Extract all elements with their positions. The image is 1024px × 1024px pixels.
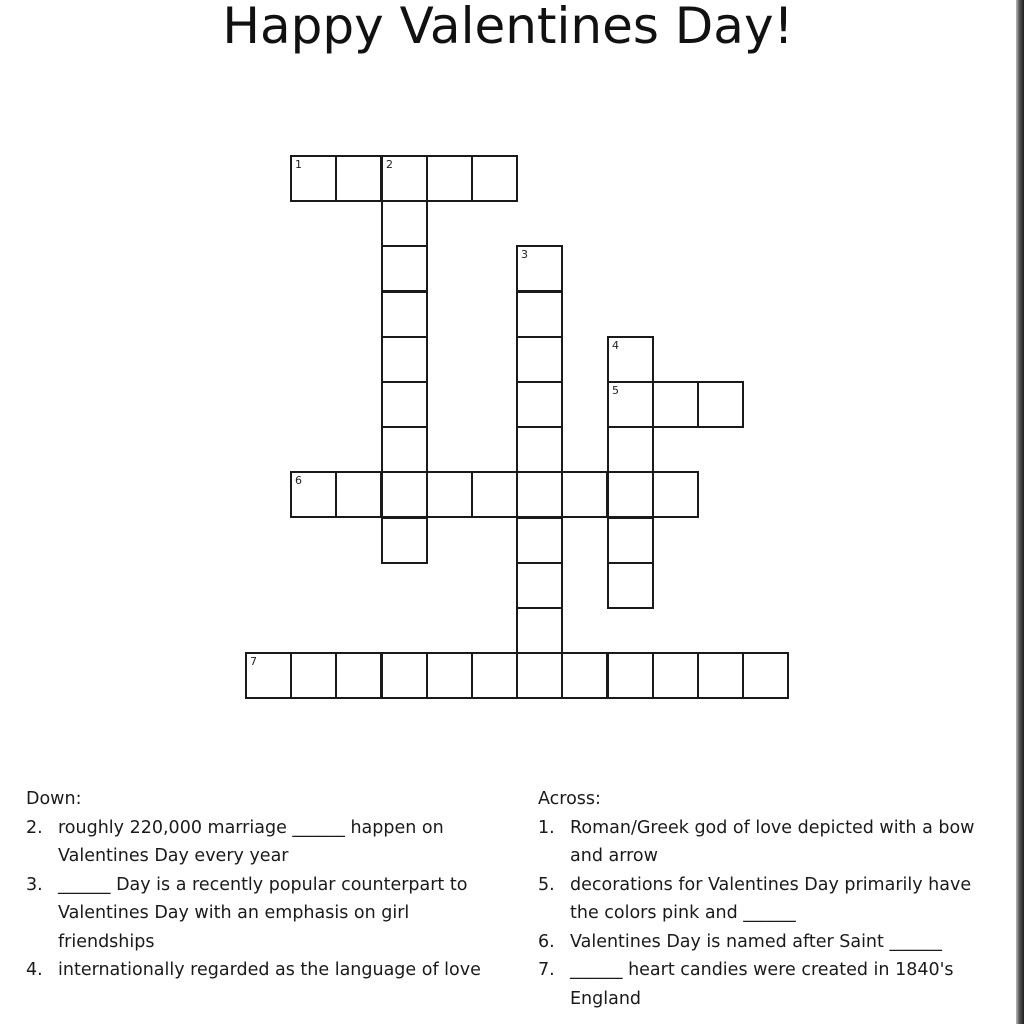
crossword-cell[interactable] bbox=[290, 471, 337, 518]
crossword-cell[interactable] bbox=[381, 471, 428, 518]
page-title: Happy Valentines Day! bbox=[222, 0, 794, 55]
across-clue bbox=[538, 928, 998, 957]
crossword-cell[interactable] bbox=[697, 652, 744, 699]
crossword-cell[interactable] bbox=[381, 381, 428, 428]
clue-text: ______ heart candies were created in 1840's England bbox=[570, 960, 954, 1009]
clue-text: Roman/Greek god of love depicted with a bow and arrow bbox=[570, 817, 975, 866]
crossword-cell[interactable] bbox=[381, 336, 428, 383]
cell-number: 6 bbox=[295, 474, 302, 487]
across-clue bbox=[538, 956, 998, 1013]
crossword-cell[interactable] bbox=[381, 517, 428, 564]
crossword-cell[interactable] bbox=[516, 291, 563, 338]
crossword-cell[interactable] bbox=[516, 562, 563, 609]
clue-text: roughly 220,000 marriage ______ happen on Valentines Day every year bbox=[58, 817, 444, 866]
crossword-cell[interactable] bbox=[290, 155, 337, 202]
across-clues bbox=[538, 785, 998, 1013]
clue-number: 5. bbox=[538, 874, 555, 895]
clue-number: 6. bbox=[538, 931, 555, 952]
cell-number: 4 bbox=[612, 339, 619, 352]
clue-number: 1. bbox=[538, 817, 555, 838]
down-clue bbox=[26, 814, 496, 871]
crossword-cell[interactable] bbox=[426, 155, 473, 202]
cell-number: 7 bbox=[250, 655, 257, 668]
crossword-cell[interactable] bbox=[607, 652, 654, 699]
clue-number: 4. bbox=[26, 960, 43, 980]
crossword-cell[interactable] bbox=[381, 200, 428, 247]
crossword-cell[interactable] bbox=[516, 381, 563, 428]
clue-number: 7. bbox=[538, 960, 555, 980]
across-heading: Across: bbox=[538, 789, 601, 809]
crossword-cell[interactable] bbox=[471, 155, 518, 202]
cell-number: 3 bbox=[521, 248, 528, 261]
crossword-cell[interactable] bbox=[607, 336, 654, 383]
clue-text: decorations for Valentines Day primarily have the colors pink and ______ bbox=[570, 874, 972, 923]
across-clue bbox=[538, 814, 998, 871]
crossword-cell[interactable] bbox=[516, 426, 563, 473]
clue-text: ______ Day is a recently popular counterpart to Valentines Day with an emphasis on girl friendships bbox=[58, 874, 468, 952]
cell-number: 2 bbox=[386, 158, 393, 171]
clue-number: 2. bbox=[26, 817, 43, 838]
crossword-cell[interactable] bbox=[335, 652, 382, 699]
clue-text: Valentines Day is named after Saint ______ bbox=[570, 931, 942, 952]
crossword-cell[interactable] bbox=[516, 471, 563, 518]
crossword-cell[interactable] bbox=[516, 607, 563, 654]
crossword-cell[interactable] bbox=[561, 471, 608, 518]
crossword-cell[interactable] bbox=[426, 652, 473, 699]
crossword-cell[interactable] bbox=[652, 381, 699, 428]
crossword-cell[interactable] bbox=[245, 652, 292, 699]
crossword-cell[interactable] bbox=[471, 471, 518, 518]
crossword-cell[interactable] bbox=[335, 471, 382, 518]
crossword-cell[interactable] bbox=[516, 245, 563, 292]
cell-number: 5 bbox=[612, 384, 619, 397]
crossword-cell[interactable] bbox=[381, 155, 428, 202]
down-clues bbox=[26, 785, 496, 985]
crossword-cell[interactable] bbox=[516, 336, 563, 383]
crossword-cell[interactable] bbox=[607, 426, 654, 473]
crossword-cell[interactable] bbox=[652, 652, 699, 699]
crossword-cell[interactable] bbox=[381, 652, 428, 699]
cell-number: 1 bbox=[295, 158, 302, 171]
crossword-cell[interactable] bbox=[652, 471, 699, 518]
down-clue bbox=[26, 871, 496, 957]
crossword-cell[interactable] bbox=[607, 381, 654, 428]
crossword-cell[interactable] bbox=[335, 155, 382, 202]
down-clue bbox=[26, 956, 496, 985]
clue-text: internationally regarded as the language of love bbox=[58, 960, 481, 980]
crossword-cell[interactable] bbox=[290, 652, 337, 699]
crossword-cell[interactable] bbox=[742, 652, 789, 699]
down-heading: Down: bbox=[26, 789, 82, 809]
crossword-cell[interactable] bbox=[381, 426, 428, 473]
crossword-cell[interactable] bbox=[561, 652, 608, 699]
crossword-cell[interactable] bbox=[426, 471, 473, 518]
window-edge bbox=[1016, 0, 1024, 1024]
across-clue bbox=[538, 871, 998, 928]
crossword-cell[interactable] bbox=[381, 245, 428, 292]
crossword-cell[interactable] bbox=[607, 562, 654, 609]
crossword-cell[interactable] bbox=[607, 517, 654, 564]
crossword-cell[interactable] bbox=[697, 381, 744, 428]
crossword-cell[interactable] bbox=[607, 471, 654, 518]
crossword-cell[interactable] bbox=[471, 652, 518, 699]
crossword-cell[interactable] bbox=[381, 291, 428, 338]
clue-number: 3. bbox=[26, 874, 43, 895]
crossword-cell[interactable] bbox=[516, 652, 563, 699]
crossword-cell[interactable] bbox=[516, 517, 563, 564]
